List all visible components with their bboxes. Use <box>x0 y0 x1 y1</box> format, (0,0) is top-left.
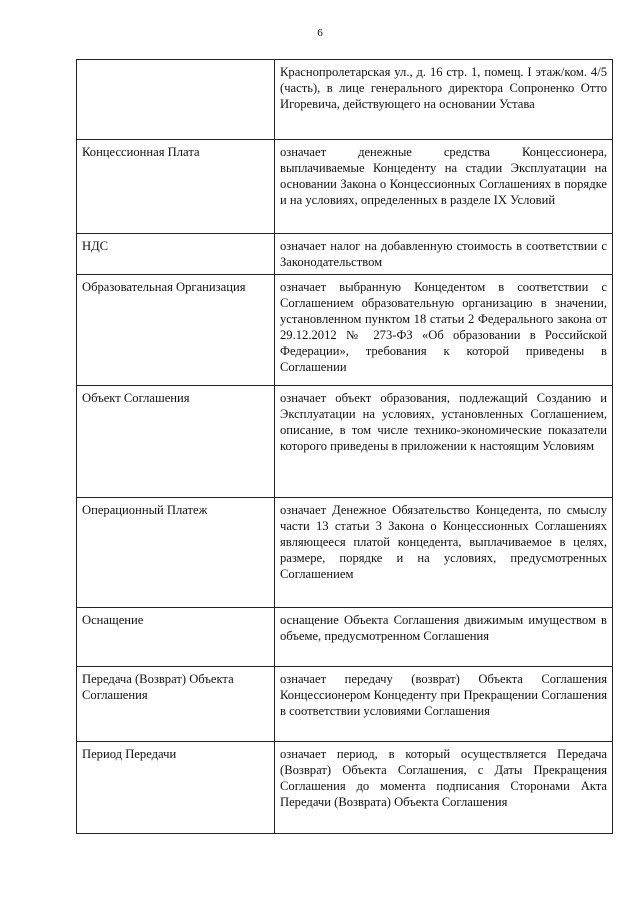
definition-cell: оснащение Объекта Соглашения движимым имуществом в объеме, предусмотренном Соглашения <box>275 608 613 667</box>
term-cell: Передача (Возврат) Объекта Соглашения <box>77 667 275 742</box>
term-cell: Объект Соглашения <box>77 386 275 498</box>
page-number: 6 <box>317 27 323 39</box>
term-cell: НДС <box>77 234 275 275</box>
table-row <box>77 140 613 234</box>
definition-cell: означает налог на добавленную стоимость в соответствии с Законодательством <box>275 234 613 275</box>
table-row <box>77 667 613 742</box>
definitions-table <box>76 59 613 834</box>
table-row <box>77 742 613 834</box>
term-cell: Операционный Платеж <box>77 498 275 608</box>
table-row <box>77 234 613 275</box>
definition-cell: означает денежные средства Концессионера, выплачиваемые Концеденту на стадии Эксплуатации на основании Закона о Концессионных Соглашениях в порядке и на условиях, определенных в разделе IX Условий <box>275 140 613 234</box>
term-cell <box>77 60 275 140</box>
definition-cell: означает период, в который осуществляется Передача (Возврат) Объекта Соглашения, с Даты Прекращения Соглашения до момента подписания Сторонами Акта Передачи (Возврата) Объекта Соглашения <box>275 742 613 834</box>
table-row <box>77 608 613 667</box>
definition-cell: означает Денежное Обязательство Концедента, по смыслу части 13 статьи 3 Закона о Концессионных Соглашениях являющееся платой концедента, выплачиваемое в целях, размере, порядке и на условиях, предусмотренных Соглашением <box>275 498 613 608</box>
term-cell: Концессионная Плата <box>77 140 275 234</box>
definition-cell: означает объект образования, подлежащий Созданию и Эксплуатации на условиях, установленных Соглашением, описание, в том числе технико-экономические показатели которого приведены в приложении к настоящим Условиям <box>275 386 613 498</box>
definition-cell: означает выбранную Концедентом в соответствии с Соглашением образовательную организацию в значении, установленном пунктом 18 статьи 2 Федерального закона от 29.12.2012 № 273-ФЗ «Об образовании в Российской Федерации», требования к которой приведены в Соглашении <box>275 275 613 386</box>
definition-cell: означает передачу (возврат) Объекта Соглашения Концессионером Концеденту при Прекращении Соглашения в соответствии условиями Соглашения <box>275 667 613 742</box>
definition-cell: Краснопролетарская ул., д. 16 стр. 1, помещ. I этаж/ком. 4/5 (часть), в лице генерального директора Сопроненко Отто Игоревича, действующего на основании Устава <box>275 60 613 140</box>
table-row <box>77 60 613 140</box>
term-cell: Период Передачи <box>77 742 275 834</box>
term-cell: Образовательная Организация <box>77 275 275 386</box>
table-row <box>77 275 613 386</box>
term-cell: Оснащение <box>77 608 275 667</box>
table-row <box>77 498 613 608</box>
table-row <box>77 386 613 498</box>
